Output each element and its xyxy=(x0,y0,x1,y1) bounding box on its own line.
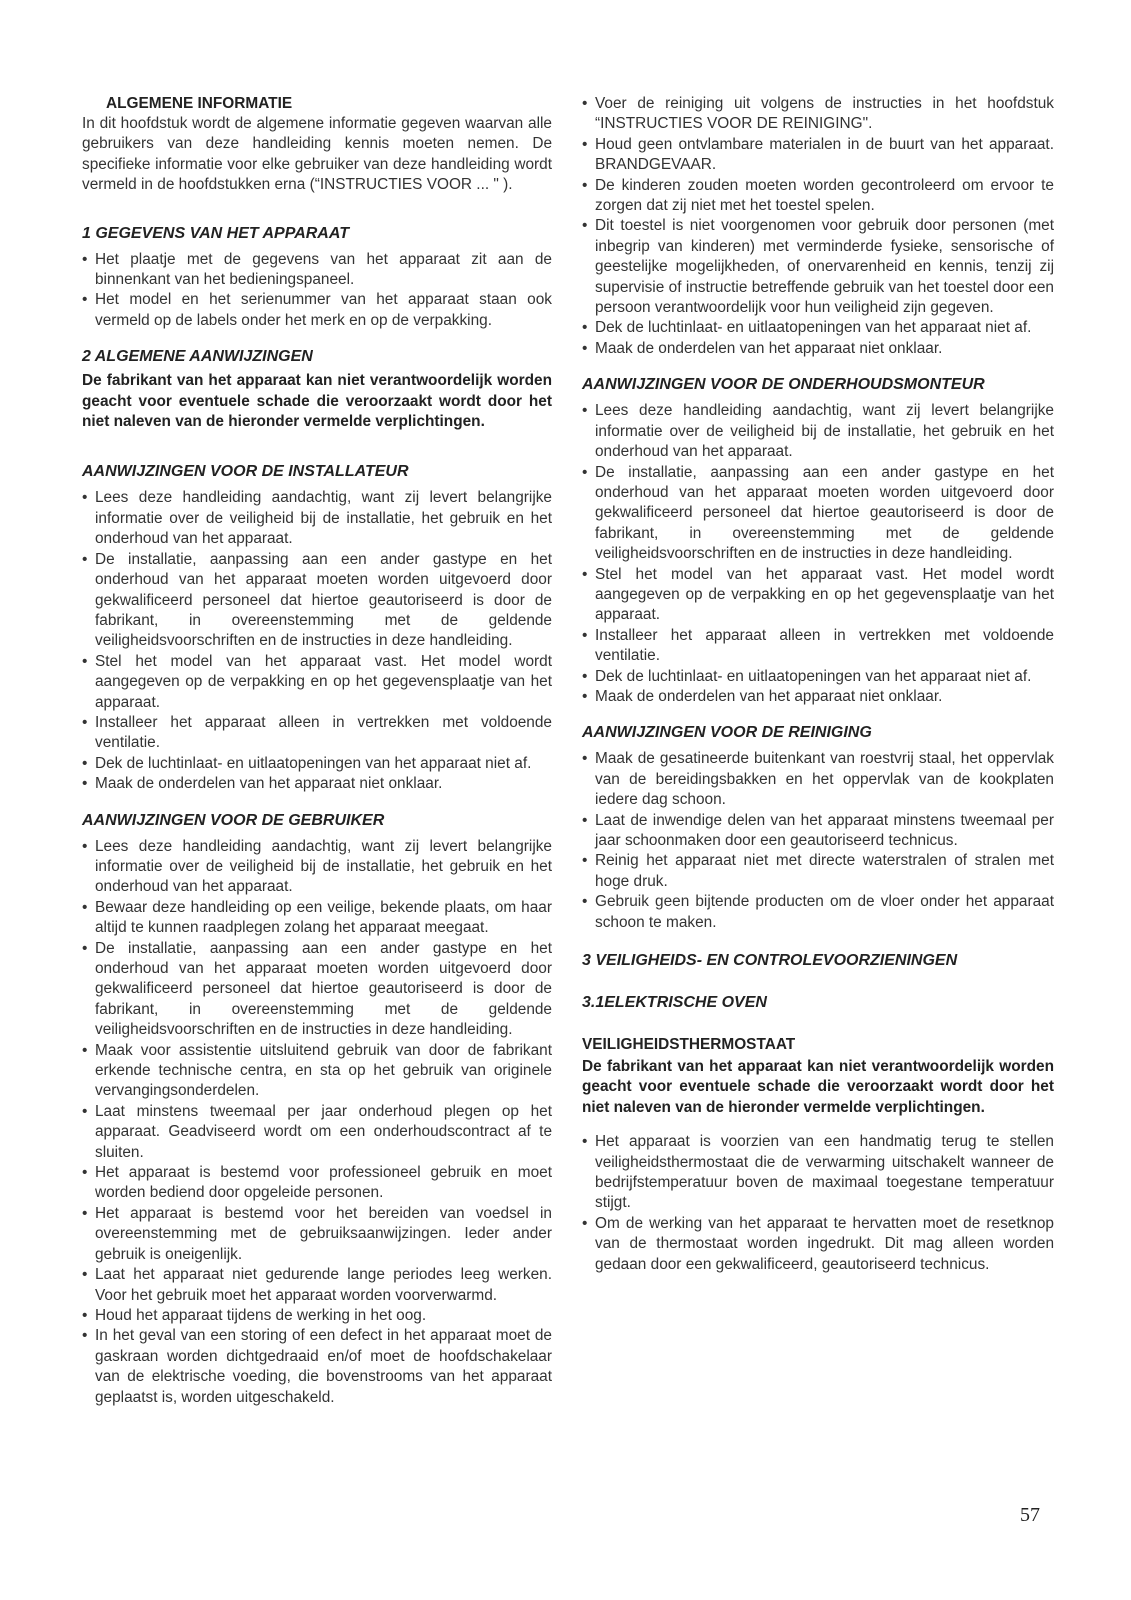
section-3-warning: De fabrikant van het apparaat kan niet verantwoordelijk worden geacht voor eventuele schade die veroorzaakt wordt door het niet naleven van de hieronder vermelde verplichtingen. xyxy=(582,1058,1054,1116)
list-item: • Dek de luchtinlaat- en uitlaatopeningen van het apparaat niet af. xyxy=(582,667,1054,687)
list-item: • Stel het model van het apparaat vast. Het model wordt aangegeven op de verpakking en op het gegevensplaatje van het apparaat. xyxy=(82,652,552,713)
list-item: • De kinderen zouden moeten worden gecontroleerd om ervoor te zorgen dat zij niet met het toestel spelen. xyxy=(582,176,1054,217)
list-item: • Maak de onderdelen van het apparaat niet onklaar. xyxy=(582,339,1054,359)
section-2-title: 2 ALGEMENE AANWIJZINGEN xyxy=(82,348,313,366)
list-item: • Houd het apparaat tijdens de werking in het oog. xyxy=(82,1306,552,1326)
list-item: • Voer de reiniging uit volgens de instructies in het hoofdstuk “INSTRUCTIES VOOR DE REINIGING". xyxy=(582,94,1054,135)
section-1-list xyxy=(82,250,552,332)
list-item: • Maak voor assistentie uitsluitend gebruik van door de fabrikant erkende technische centra, en sta op het gebruik van originele vervangingsonderdelen. xyxy=(82,1041,552,1102)
list-item: • Laat het apparaat niet gedurende lange periodes leeg werken. Voor het gebruik moet het apparaat worden voorverwarmd. xyxy=(82,1265,552,1306)
cleaning-title: AANWIJZINGEN VOOR DE REINIGING xyxy=(582,724,872,742)
list-item: • Het plaatje met de gegevens van het apparaat zit aan de binnenkant van het bedieningspaneel. xyxy=(82,250,552,291)
user-list xyxy=(82,837,552,1408)
page-number: 57 xyxy=(1020,1504,1040,1526)
list-item: • Het apparaat is bestemd voor professioneel gebruik en moet worden bediend door opgeleide personen. xyxy=(82,1163,552,1204)
list-item: • Maak de onderdelen van het apparaat niet onklaar. xyxy=(82,774,552,794)
list-item: • Installeer het apparaat alleen in vertrekken met voldoende ventilatie. xyxy=(82,713,552,754)
list-item: • Installeer het apparaat alleen in vertrekken met voldoende ventilatie. xyxy=(582,626,1054,667)
list-item: • Maak de gesatineerde buitenkant van roestvrij staal, het oppervlak van de bereidingsbakken en het oppervlak van de kookplaten iedere dag schoon. xyxy=(582,749,1054,810)
list-item: • Dek de luchtinlaat- en uitlaatopeningen van het apparaat niet af. xyxy=(82,754,552,774)
left-column xyxy=(82,94,552,1408)
list-item: • In het geval van een storing of een defect in het apparaat moet de gaskraan worden dichtgedraaid en/of moet de hoofdschakelaar van de elektrische voeding, die bovenstrooms van het apparaat geplaatst is, worden uitgeschakeld. xyxy=(82,1326,552,1408)
user-list-continued xyxy=(582,94,1054,359)
list-item: • Houd geen ontvlambare materialen in de buurt van het apparaat. BRANDGEVAAR. xyxy=(582,135,1054,176)
section-3-title: 3 VEILIGHEIDS- EN CONTROLEVOORZIENINGEN xyxy=(582,952,958,970)
installer-title: AANWIJZINGEN VOOR DE INSTALLATEUR xyxy=(82,463,409,481)
section-1-title: 1 GEGEVENS VAN HET APPARAAT xyxy=(82,224,349,242)
section-2-warning: De fabrikant van het apparaat kan niet verantwoordelijk worden geacht voor eventuele schade die veroorzaakt wordt door het niet naleven van de hieronder vermelde verplichtingen. xyxy=(82,372,552,431)
maintenance-list xyxy=(582,401,1054,707)
list-item: • Bewaar deze handleiding op een veilige, bekende plaats, om haar altijd te kunnen raadplegen zolang het apparaat meegaat. xyxy=(82,898,552,939)
list-item: • Laat de inwendige delen van het apparaat minstens tweemaal per jaar schoonmaken door een geautoriseerd technicus. xyxy=(582,811,1054,852)
section-3-1-title: 3.1ELEKTRISCHE OVEN xyxy=(582,994,767,1012)
right-column xyxy=(582,94,1054,1275)
list-item: • Dit toestel is niet voorgenomen voor gebruik door personen (met inbegrip van kinderen) met verminderde fysieke, sensorische of geestelijke mogelijkheden, of onervarenheid en kennis, tenzij zij supervisie of instructie betreffende gebruik van het toestel door een persoon verantwoordelijk voor hun veiligheid zijn gegeven. xyxy=(582,216,1054,318)
list-item: • Lees deze handleiding aandachtig, want zij levert belangrijke informatie over de veiligheid bij de installatie, het gebruik en het onderhoud van het apparaat. xyxy=(82,488,552,549)
list-item: • Maak de onderdelen van het apparaat niet onklaar. xyxy=(582,687,1054,707)
cleaning-list xyxy=(582,749,1054,933)
maintenance-title: AANWIJZINGEN VOOR DE ONDERHOUDSMONTEUR xyxy=(582,376,985,394)
installer-list xyxy=(82,488,552,794)
list-item: • Om de werking van het apparaat te hervatten moet de resetknop van de thermostaat worden ingedrukt. Dit mag alleen worden gedaan door een gekwalificeerd, geautoriseerd technicus. xyxy=(582,1214,1054,1275)
list-item: • Laat minstens tweemaal per jaar onderhoud plegen op het apparaat. Geadviseerd wordt om een onderhoudscontract af te sluiten. xyxy=(82,1102,552,1163)
list-item: • De installatie, aanpassing aan een ander gastype en het onderhoud van het apparaat moeten worden uitgevoerd door gekwalificeerd personeel dat hiertoe geautoriseerd is door de fabrikant, in overeenstemming met de geldende veiligheidsvoorschriften en de instructies in deze handleiding. xyxy=(582,463,1054,565)
user-title: AANWIJZINGEN VOOR DE GEBRUIKER xyxy=(82,811,385,829)
list-item: • Stel het model van het apparaat vast. Het model wordt aangegeven op de verpakking en op het gegevensplaatje van het apparaat. xyxy=(582,565,1054,626)
list-item: • Dek de luchtinlaat- en uitlaatopeningen van het apparaat niet af. xyxy=(582,318,1054,338)
list-item: • Gebruik geen bijtende producten om de vloer onder het apparaat schoon te maken. xyxy=(582,892,1054,933)
thermostat-title: VEILIGHEIDSTHERMOSTAAT xyxy=(582,1036,796,1054)
list-item: • Reinig het apparaat niet met directe waterstralen of stralen met hoge druk. xyxy=(582,851,1054,892)
list-item: • De installatie, aanpassing aan een ander gastype en het onderhoud van het apparaat moeten worden uitgevoerd door gekwalificeerd personeel dat hiertoe geautoriseerd is door de fabrikant, in overeenstemming met de geldende veiligheidsvoorschriften en de instructies in deze handleiding. xyxy=(82,939,552,1041)
list-item: • De installatie, aanpassing aan een ander gastype en het onderhoud van het apparaat moeten worden uitgevoerd door gekwalificeerd personeel dat hiertoe geautoriseerd is door de fabrikant, in overeenstemming met de geldende veiligheidsvoorschriften en de instructies in deze handleiding. xyxy=(82,550,552,652)
list-item: • Lees deze handleiding aandachtig, want zij levert belangrijke informatie over de veiligheid bij de installatie, het gebruik en het onderhoud van het apparaat. xyxy=(582,401,1054,462)
list-item: • Het apparaat is bestemd voor het bereiden van voedsel in overeenstemming met de gebruiksaanwijzingen. Ieder ander gebruik is oneigenlijk. xyxy=(82,1204,552,1265)
general-info-text: In dit hoofdstuk wordt de algemene informatie gegeven waarvan alle gebruikers van deze handleiding kennis moeten nemen. De specifieke informatie voor elke gebruiker van deze handleiding wordt vermeld in de hoofdstukken erna (“INSTRUCTIES VOOR ... " ). xyxy=(82,115,552,194)
list-item: • Lees deze handleiding aandachtig, want zij levert belangrijke informatie over de veiligheid bij de installatie, het gebruik en het onderhoud van het apparaat. xyxy=(82,837,552,898)
list-item: • Het model en het serienummer van het apparaat staan ook vermeld op de labels onder het merk en op de verpakking. xyxy=(82,290,552,331)
thermostat-list xyxy=(582,1132,1054,1275)
general-info-title: ALGEMENE INFORMATIE xyxy=(106,95,293,112)
list-item: • Het apparaat is voorzien van een handmatig terug te stellen veiligheidsthermostaat die de verwarming uitschakelt wanneer de bedrijfstemperatuur boven de maximaal toegestane temperatuur stijgt. xyxy=(582,1132,1054,1214)
